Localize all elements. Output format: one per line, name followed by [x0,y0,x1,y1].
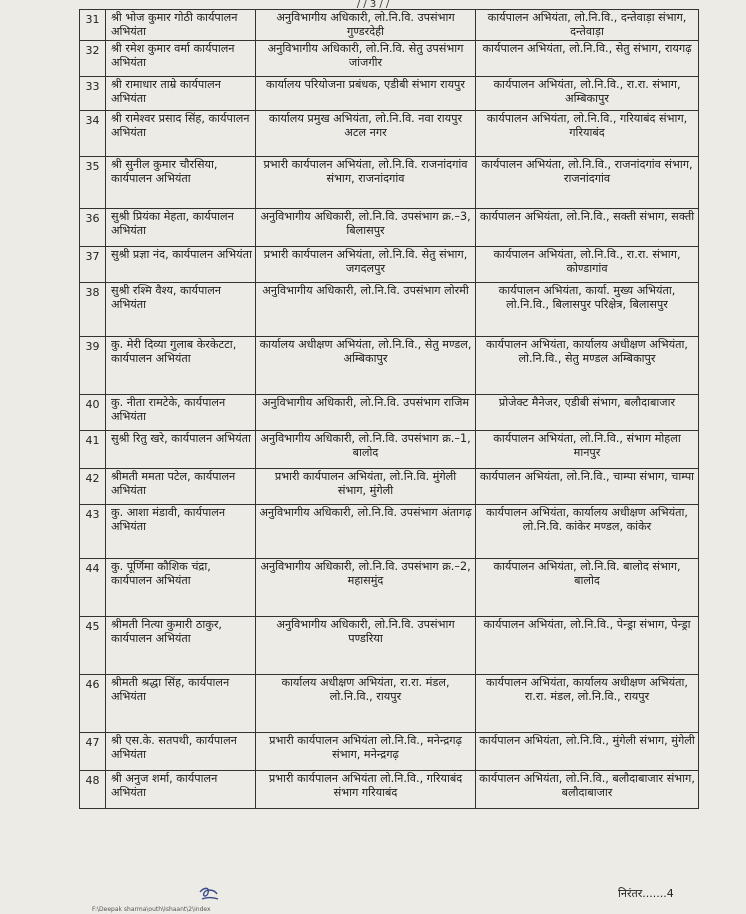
current-posting: प्रभारी कार्यपालन अभियंता लो.नि.वि., गरियाबंद संभाग गरियाबंद [256,771,476,809]
officer-name: श्री रमेश कुमार वर्मा कार्यपालन अभियंता [106,41,256,77]
officer-name: श्री सुनील कुमार चौरसिया, कार्यपालन अभियंता [106,157,256,209]
new-posting: कार्यपालन अभियंता, लो.नि.वि., चाम्पा संभाग, चाम्पा [476,469,699,505]
table-row [80,771,699,809]
row-number: 47 [80,733,106,771]
current-posting: अनुविभागीय अधिकारी, लो.नि.वि. उपसंभाग क्र.–3, बिलासपुर [256,209,476,247]
new-posting: कार्यपालन अभियंता, लो.नि.वि., बलौदाबाजार संभाग, बलौदाबाजार [476,771,699,809]
current-posting: अनुविभागीय अधिकारी, लो.नि.वि. उपसंभाग गुण्डरदेही [256,10,476,41]
new-posting: कार्यपालन अभियंता, लो.नि.वि., दन्तेवाड़ा संभाग, दन्तेवाड़ा [476,10,699,41]
officer-name: कु. मेरी दिव्या गुलाब केरकेटटा, कार्यपालन अभियंता [106,337,256,395]
officer-name: श्री अनुज शर्मा, कार्यपालन अभियंता [106,771,256,809]
transfer-table [79,9,699,809]
current-posting: अनुविभागीय अधिकारी, लो.नि.वि. उपसंभाग राजिम [256,395,476,431]
current-posting: प्रभारी कार्यपालन अभियंता लो.नि.वि., मनेन्द्रगढ़ संभाग, मनेन्द्रगढ़ [256,733,476,771]
initials-mark [198,885,220,903]
officer-name: सुश्री प्रज्ञा नंद, कार्यपालन अभियंता [106,247,256,283]
officer-name: कु. नीता रामटेके, कार्यपालन अभियंता [106,395,256,431]
officer-name: श्री भोज कुमार गोठी कार्यपालन अभियंता [106,10,256,41]
row-number: 48 [80,771,106,809]
current-posting: अनुविभागीय अधिकारी, लो.नि.वि. उपसंभाग क्र.–2, महासमुंद [256,559,476,617]
table-row [80,283,699,337]
table-row [80,733,699,771]
officer-name: सुश्री रश्मि वैश्य, कार्यपालन अभियंता [106,283,256,337]
new-posting: कार्यपालन अभियंता, कार्या. मुख्य अभियंता, लो.नि.वि., बिलासपुर परिक्षेत्र, बिलासपुर [476,283,699,337]
new-posting: कार्यपालन अभियंता, लो.नि.वि., गरियाबंद संभाग, गरियाबंद [476,111,699,157]
row-number: 34 [80,111,106,157]
current-posting: कार्यालय परियोजना प्रबंधक, एडीबी संभाग रायपुर [256,77,476,111]
new-posting: प्रोजेक्ट मैनेजर, एडीबी संभाग, बलौदाबाजार [476,395,699,431]
table-row [80,10,699,41]
new-posting: कार्यपालन अभियंता, लो.नि.वि., राजनांदगांव संभाग, राजनांदगांव [476,157,699,209]
current-posting: प्रभारी कार्यपालन अभियंता, लो.नि.वि. मुंगेली संभाग, मुंगेली [256,469,476,505]
officer-name: कु. पूर्णिमा कौशिक चंद्रा, कार्यपालन अभियंता [106,559,256,617]
new-posting: कार्यपालन अभियंता, लो.नि.वि., सक्ती संभाग, सक्ती [476,209,699,247]
table-row [80,41,699,77]
table-row [80,469,699,505]
current-posting: अनुविभागीय अधिकारी, लो.नि.वि. उपसंभाग पण्डरिया [256,617,476,675]
new-posting: कार्यपालन अभियंता, लो.नि.वि., सेतु संभाग, रायगढ़ [476,41,699,77]
officer-name: श्री रामाधार ताम्रे कार्यपालन अभियंता [106,77,256,111]
row-number: 46 [80,675,106,733]
current-posting: अनुविभागीय अधिकारी, लो.नि.वि. उपसंभाग लोरमी [256,283,476,337]
table-row [80,337,699,395]
table-row [80,505,699,559]
table-row [80,675,699,733]
row-number: 40 [80,395,106,431]
table-row [80,77,699,111]
new-posting: कार्यपालन अभियंता, लो.नि.वि., मुंगेली संभाग, मुंगेली [476,733,699,771]
table-row [80,209,699,247]
new-posting: कार्यपालन अभियंता, कार्यालय अधीक्षण अभियंता, लो.नि.वि. कांकेर मण्डल, कांकेर [476,505,699,559]
new-posting: कार्यपालन अभियंता, लो.नि.वि. बालोद संभाग, बालोद [476,559,699,617]
new-posting: कार्यपालन अभियंता, लो.नि.वि., रा.रा. संभाग, अम्बिकापुर [476,77,699,111]
current-posting: कार्यालय अधीक्षण अभियंता, रा.रा. मंडल, लो.नि.वि., रायपुर [256,675,476,733]
current-posting: प्रभारी कार्यपालन अभियंता, लो.नि.वि. राजनांदगांव संभाग, राजनांदगांव [256,157,476,209]
current-posting: कार्यालय प्रमुख अभियंता, लो.नि.वि. नवा रायपुर अटल नगर [256,111,476,157]
continued-label: निरंतर.......4 [618,887,674,900]
current-posting: अनुविभागीय अधिकारी, लो.नि.वि. सेतु उपसंभाग जांजगीर [256,41,476,77]
officer-name: श्रीमती ममता पटेल, कार्यपालन अभियंता [106,469,256,505]
row-number: 41 [80,431,106,469]
row-number: 33 [80,77,106,111]
current-posting: अनुविभागीय अधिकारी, लो.नि.वि. उपसंभाग क्र.–1, बालोद [256,431,476,469]
row-number: 43 [80,505,106,559]
table-row [80,395,699,431]
row-number: 35 [80,157,106,209]
row-number: 42 [80,469,106,505]
row-number: 39 [80,337,106,395]
row-number: 31 [80,10,106,41]
row-number: 32 [80,41,106,77]
page-marker: / / 3 / / [356,0,390,10]
current-posting: कार्यालय अधीक्षण अभियंता, लो.नि.वि., सेतु मण्डल, अम्बिकापुर [256,337,476,395]
officer-name: श्री रामेश्वर प्रसाद सिंह, कार्यपालन अभियंता [106,111,256,157]
officer-name: सुश्री प्रियंका मेहता, कार्यपालन अभियंता [106,209,256,247]
current-posting: अनुविभागीय अधिकारी, लो.नि.वि. उपसंभाग अंतागढ़ [256,505,476,559]
row-number: 37 [80,247,106,283]
officer-name: श्री एस.के. सतपथी, कार्यपालन अभियंता [106,733,256,771]
row-number: 44 [80,559,106,617]
officer-name: कु. आशा मंडावी, कार्यपालन अभियंता [106,505,256,559]
table-row [80,617,699,675]
current-posting: प्रभारी कार्यपालन अभियंता, लो.नि.वि. सेतु संभाग, जगदलपुर [256,247,476,283]
new-posting: कार्यपालन अभियंता, लो.नि.वि., संभाग मोहला मानपुर [476,431,699,469]
officer-name: सुश्री रितु खरे, कार्यपालन अभियंता [106,431,256,469]
row-number: 45 [80,617,106,675]
table-row [80,559,699,617]
new-posting: कार्यपालन अभियंता, कार्यालय अधीक्षण अभियंता, लो.नि.वि., सेतु मण्डल अम्बिकापुर [476,337,699,395]
table-row [80,247,699,283]
table-row [80,111,699,157]
new-posting: कार्यपालन अभियंता, लो.नि.वि., पेन्ड्रा संभाग, पेन्ड्रा [476,617,699,675]
table-row [80,431,699,469]
new-posting: कार्यपालन अभियंता, कार्यालय अधीक्षण अभियंता, रा.रा. मंडल, लो.नि.वि., रायपुर [476,675,699,733]
table-row [80,157,699,209]
transfer-table-body [80,10,699,809]
row-number: 38 [80,283,106,337]
officer-name: श्रीमती नित्या कुमारी ठाकुर, कार्यपालन अभियंता [106,617,256,675]
new-posting: कार्यपालन अभियंता, लो.नि.वि., रा.रा. संभाग, कोण्डागांव [476,247,699,283]
file-path: F:\Deepak sharma\outh\Ishaant\2\index [92,906,211,913]
row-number: 36 [80,209,106,247]
officer-name: श्रीमती श्रद्धा सिंह, कार्यपालन अभियंता [106,675,256,733]
